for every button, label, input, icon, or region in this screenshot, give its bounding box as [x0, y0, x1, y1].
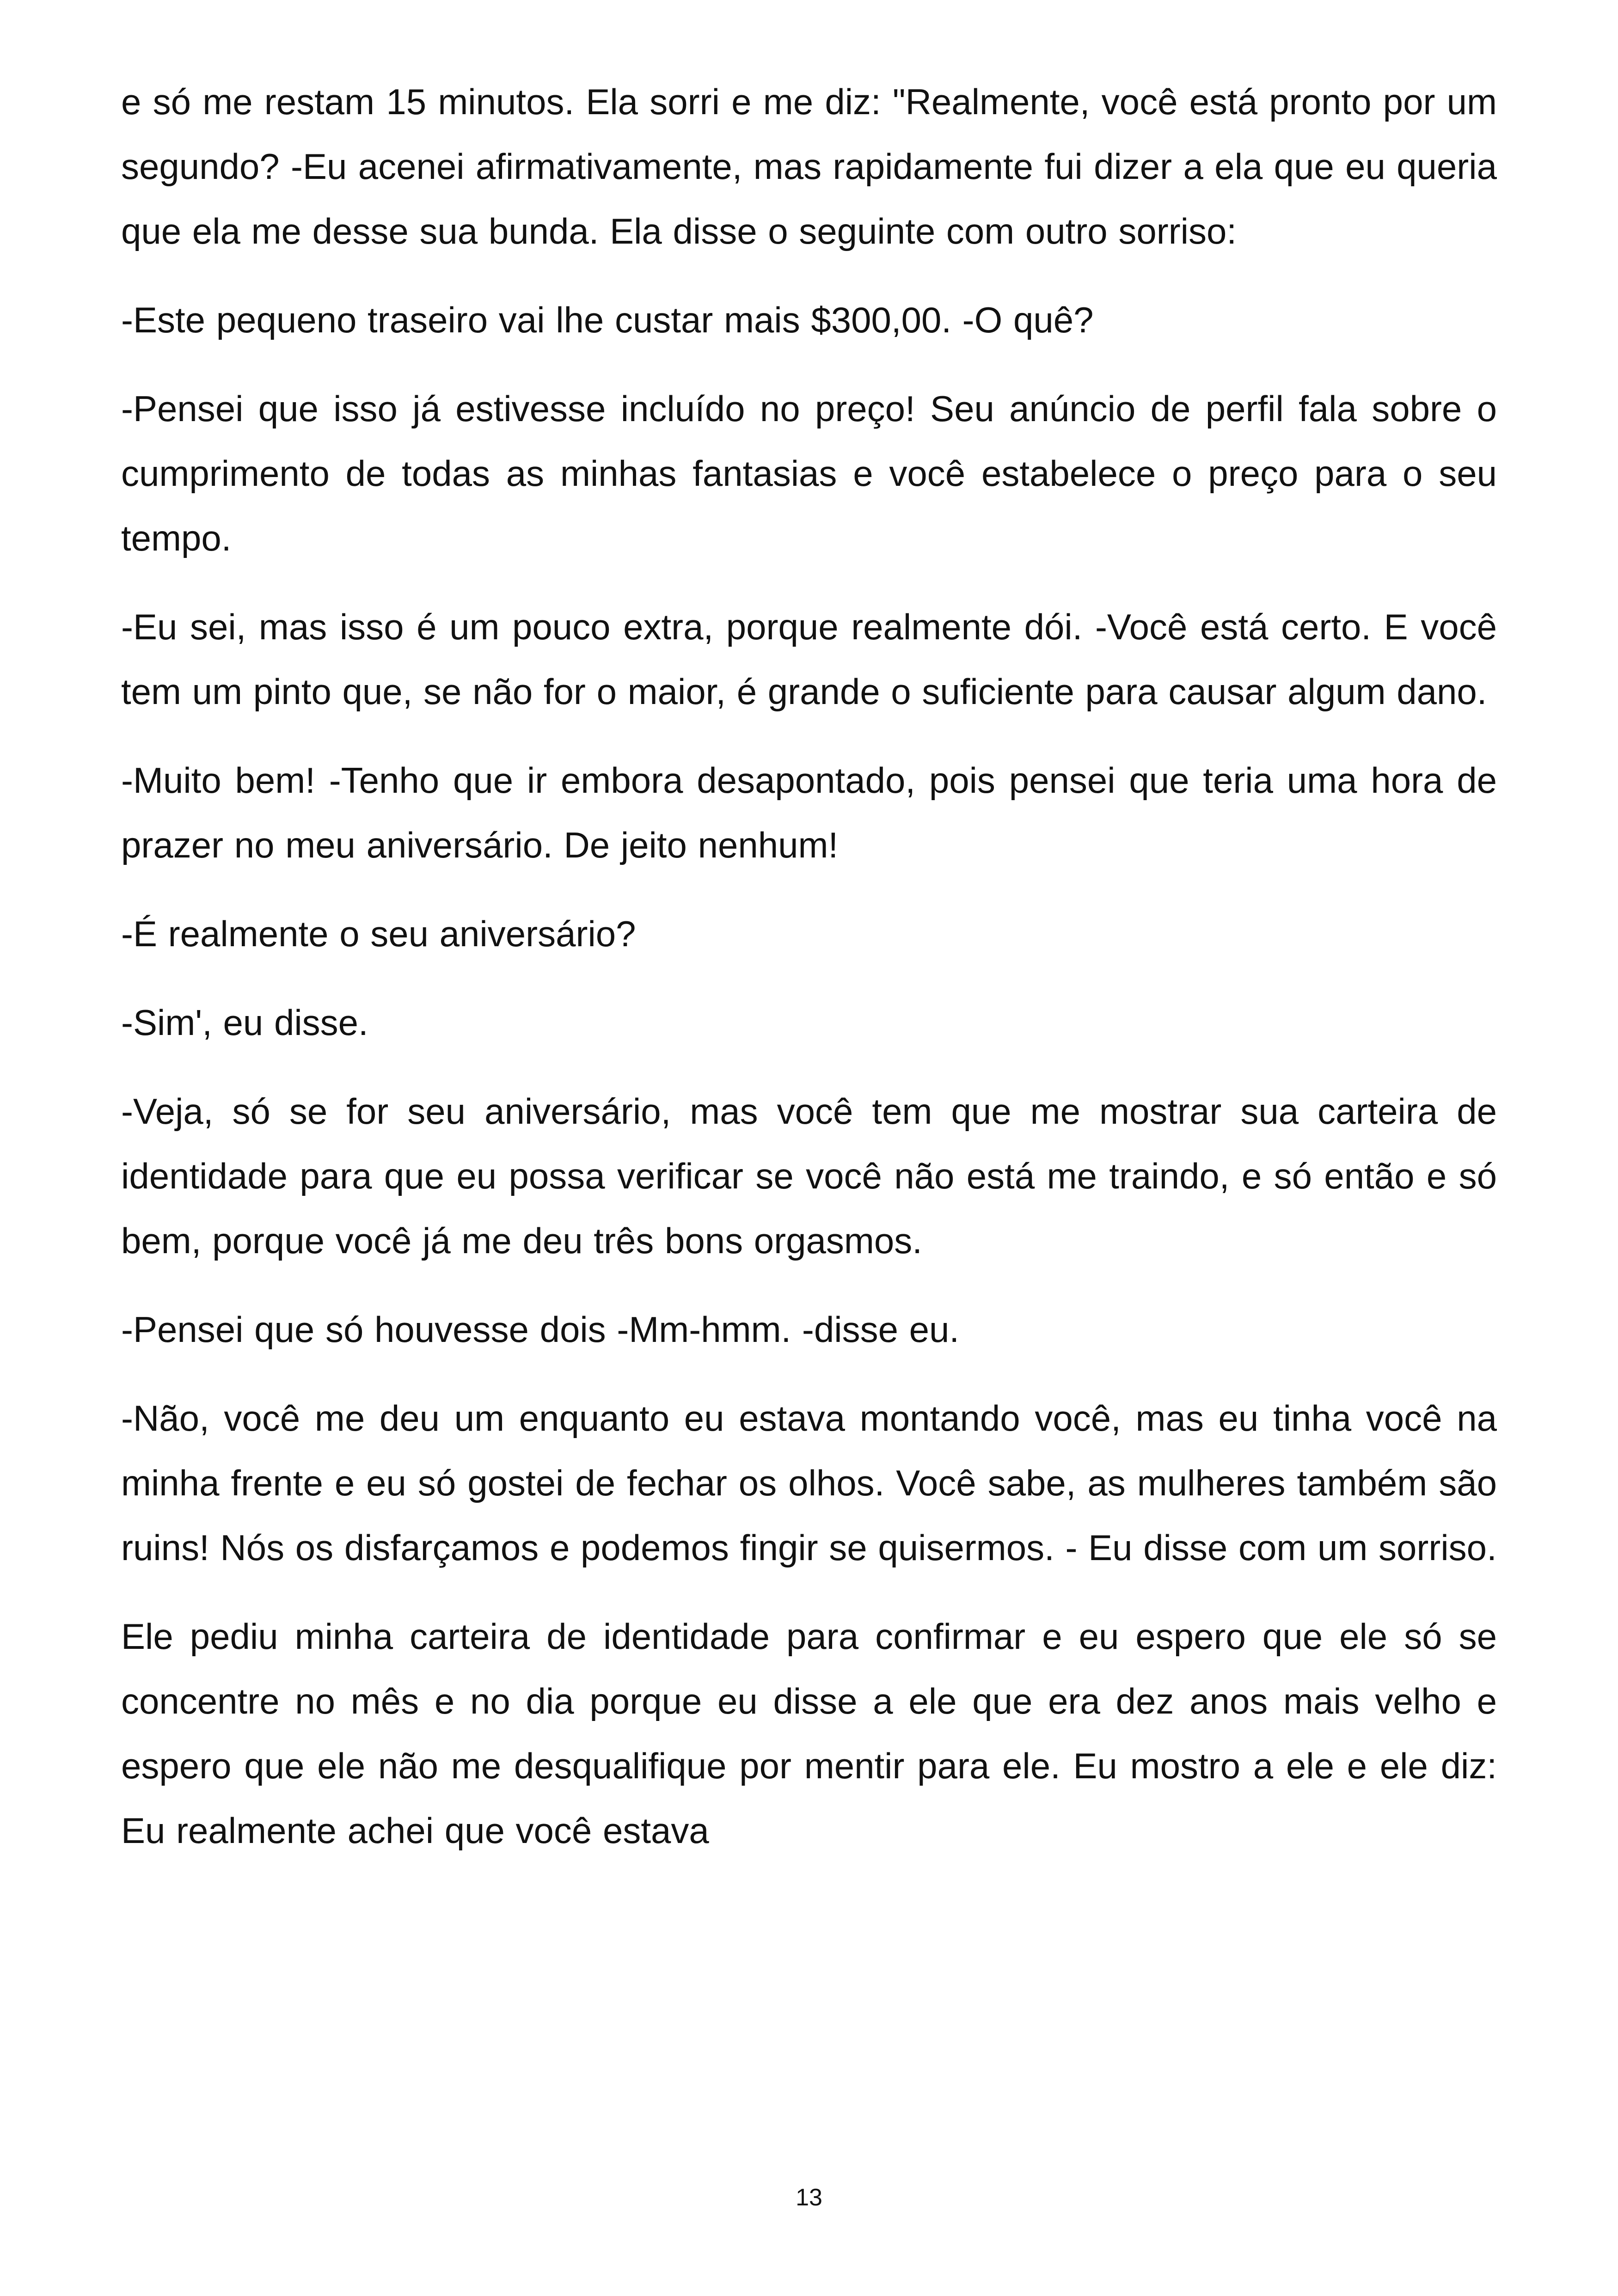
paragraph: -Pensei que isso já estivesse incluído no preço! Seu anúncio de perfil fala sobre o cumprimento de todas as minhas fantasias e você estabelece o preço para o seu tempo.: [121, 388, 1497, 558]
paragraph: Ele pediu minha carteira de identidade para confirmar e eu espero que ele só se concentre no mês e no dia porque eu disse a ele que era dez anos mais velho e espero que ele não me desqualifique por mentir para ele. Eu mostro a ele e ele diz: Eu realmente achei que você estava: [121, 1616, 1497, 1851]
paragraph: -Pensei que só houvesse dois -Mm-hmm. -disse eu.: [121, 1309, 960, 1350]
paragraph: -Eu sei, mas isso é um pouco extra, porque realmente dói. -Você está certo. E você tem um pinto que, se não for o maior, é grande o suficiente para causar algum dano.: [121, 606, 1497, 712]
paragraph: e só me restam 15 minutos. Ela sorri e me diz: "Realmente, você está pronto por um segundo? -Eu acenei afirmativamente, mas rapidamente fui dizer a ela que eu queria que ela me desse sua bunda. Ela disse o seguinte com outro sorriso:: [121, 81, 1497, 251]
paragraph: -Este pequeno traseiro vai lhe custar mais $300,00. -O quê?: [121, 300, 1094, 340]
paragraph: -Muito bem! -Tenho que ir embora desapontado, pois pensei que teria uma hora de prazer no meu aniversário. De jeito nenhum!: [121, 760, 1497, 865]
text-body: [121, 69, 1497, 1887]
paragraph: -Sim', eu disse.: [121, 1002, 368, 1043]
paragraph: -É realmente o seu aniversário?: [121, 913, 636, 954]
page-number: 13: [796, 2184, 822, 2211]
paragraph: -Veja, só se for seu aniversário, mas você tem que me mostrar sua carteira de identidade para que eu possa verificar se você não está me traindo, e só então e só bem, porque você já me deu três bons orgasmos.: [121, 1091, 1497, 1261]
paragraph: -Não, você me deu um enquanto eu estava montando você, mas eu tinha você na minha frente e eu só gostei de fechar os olhos. Você sabe, as mulheres também são ruins! Nós os disfarçamos e podemos fingir se quisermos. - Eu disse com um sorriso.: [121, 1398, 1497, 1568]
